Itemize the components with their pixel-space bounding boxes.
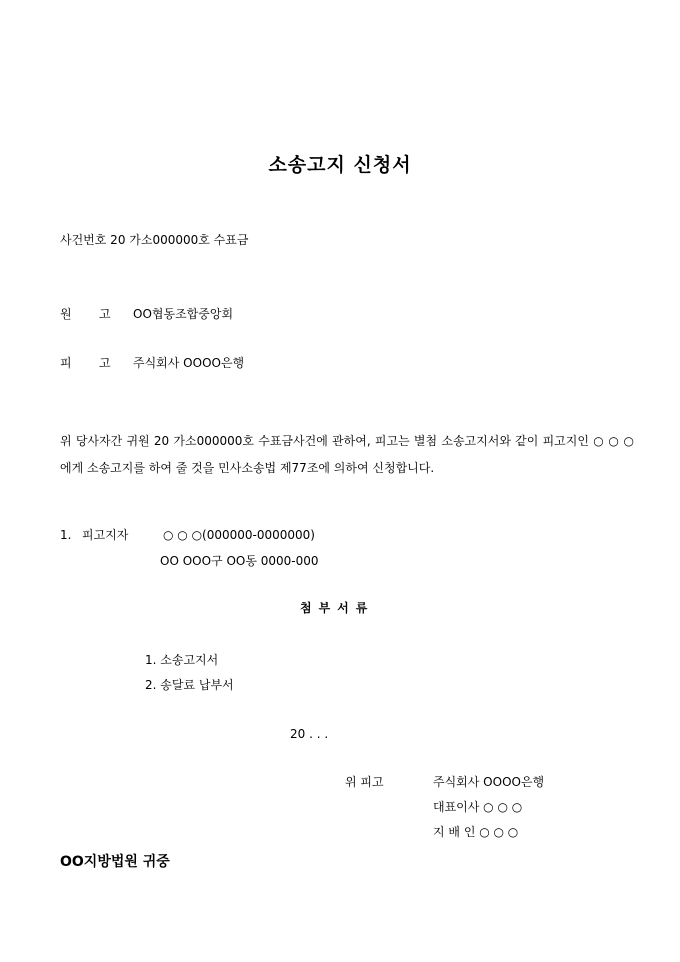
notified-name: ○ ○ ○(000000-0000000) xyxy=(163,528,315,542)
signer-manager: 지 배 인 ○ ○ ○ xyxy=(433,825,519,839)
plaintiff-label-2: 고 xyxy=(99,307,111,321)
attachment-item-2: 2. 송달료 납부서 xyxy=(145,678,234,692)
defendant-name: 주식회사 OOOO은행 xyxy=(133,356,245,370)
defendant-label: 피 xyxy=(60,356,72,370)
plaintiff-name: OO협동조합중앙회 xyxy=(133,307,234,321)
attachments-title: 첨부서류 xyxy=(300,601,375,615)
notified-address: OO OOO구 OO동 0000-000 xyxy=(160,554,319,568)
document-title: 소송고지 신청서 xyxy=(268,154,412,176)
signer-prefix: 위 피고 xyxy=(345,775,384,789)
plaintiff-label: 원 xyxy=(60,307,72,321)
application-body: 위 당사자간 귀원 20 가소000000호 수표금사건에 관하여, 피고는 별첨 소송고지서와 같이 피고지인 ○ ○ ○에게 소송고지를 하여 줄 것을 민사소송법 제77조에 의하여 신청합니다. xyxy=(60,434,634,475)
notified-number: 1. xyxy=(60,528,72,542)
attachment-item-1: 1. 소송고지서 xyxy=(145,653,219,667)
notified-label: 피고지자 xyxy=(82,528,129,542)
court-addressee: OO지방법원 귀중 xyxy=(60,854,170,870)
date: 20 . . . xyxy=(290,727,329,741)
signer-company: 주식회사 OOOO은행 xyxy=(433,775,545,789)
signer-representative: 대표이사 ○ ○ ○ xyxy=(433,800,523,814)
defendant-label-2: 고 xyxy=(99,356,111,370)
case-number: 사건번호 20 가소000000호 수표금 xyxy=(60,233,249,247)
